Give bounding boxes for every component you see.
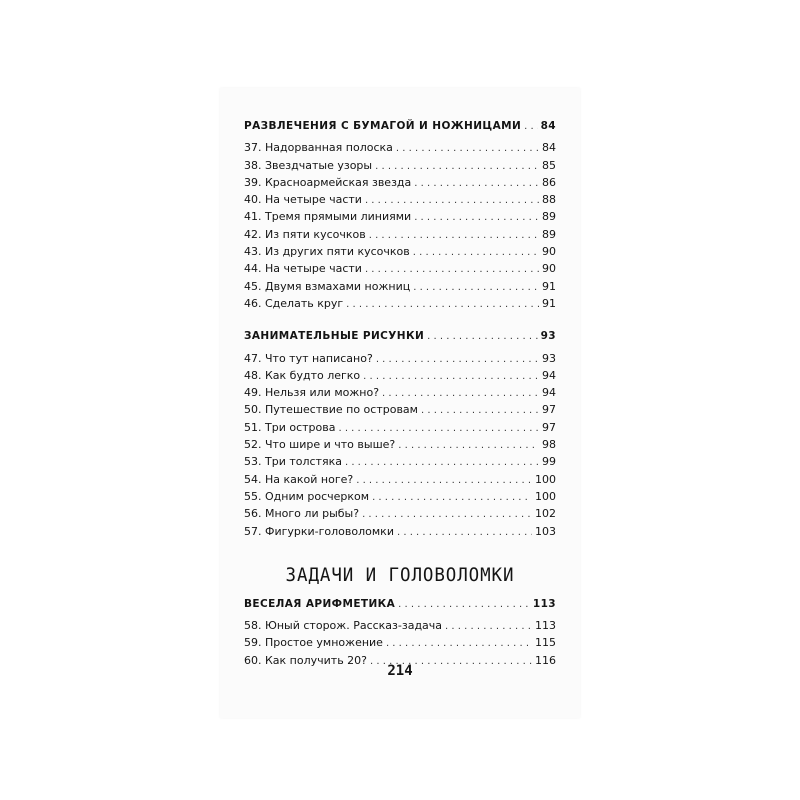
toc-entry xyxy=(244,191,556,208)
toc-section-heading xyxy=(244,118,556,135)
toc-entry-page-number: 97 xyxy=(542,403,556,417)
section-title: ВЕСЕЛАЯ АРИФМЕТИКА xyxy=(244,597,396,610)
toc-entry-title: 37. Надорванная полоска xyxy=(244,141,393,155)
leader-dots xyxy=(345,454,539,471)
part-heading: ЗАДАЧИ И ГОЛОВОЛОМКИ xyxy=(285,563,515,586)
toc-entry-page-number: 97 xyxy=(542,420,556,434)
toc-entry-page-number: 91 xyxy=(542,296,556,310)
toc-entry-title: 55. Одним росчерком xyxy=(244,489,370,503)
toc-entry-page-number: 99 xyxy=(542,455,556,469)
toc-entry-title: 39. Красноармейская звезда xyxy=(244,175,412,189)
toc-entry-title: 52. Что шире и что выше? xyxy=(244,438,396,452)
leader-dots xyxy=(414,175,539,192)
toc-entry xyxy=(244,505,556,522)
leader-dots xyxy=(397,524,532,541)
leader-dots xyxy=(362,506,532,523)
toc-entry-title: 53. Три толстяка xyxy=(244,455,342,469)
section-title: ЗАНИМАТЕЛЬНЫЕ РИСУНКИ xyxy=(244,330,425,343)
toc-entry xyxy=(244,384,556,401)
leader-dots xyxy=(386,635,532,652)
leader-dots xyxy=(375,158,539,175)
toc-entry-page-number: 91 xyxy=(542,279,556,293)
leader-dots xyxy=(413,244,539,261)
toc-entry-title: 45. Двумя взмахами ножниц xyxy=(244,279,411,293)
leader-dots xyxy=(398,437,539,454)
toc-entry-page-number: 102 xyxy=(535,507,556,521)
leader-dots xyxy=(365,192,539,209)
toc-entry-page-number: 86 xyxy=(542,175,556,189)
leader-dots xyxy=(445,618,532,635)
toc-entry-page-number: 89 xyxy=(542,227,556,241)
toc-entry-page-number: 100 xyxy=(535,489,556,503)
toc-entry-page-number: 100 xyxy=(535,472,556,486)
toc-entry xyxy=(244,488,556,505)
toc-entry-title: 48. Как будто легко xyxy=(244,368,361,382)
toc-entry-title: 40. На четыре части xyxy=(244,193,362,207)
toc-entry-title: 38. Звездчатые узоры xyxy=(244,158,373,172)
leader-dots xyxy=(398,596,530,613)
toc-entry xyxy=(244,260,556,277)
toc-entry-page-number: 116 xyxy=(535,653,556,667)
toc-entry xyxy=(244,243,556,260)
toc-entry xyxy=(244,401,556,418)
toc-entry xyxy=(244,139,556,156)
leader-dots xyxy=(363,368,539,385)
page-folio: 214 xyxy=(387,663,413,679)
toc-entry xyxy=(244,419,556,436)
leader-dots xyxy=(365,261,539,278)
toc-entry-title: 47. Что тут написано? xyxy=(244,351,373,365)
toc-entry xyxy=(244,523,556,540)
toc-entry xyxy=(244,157,556,174)
toc-entry-title: 49. Нельзя или можно? xyxy=(244,386,380,400)
toc-entry xyxy=(244,453,556,470)
toc-entry-title: 46. Сделать круг xyxy=(244,296,344,310)
toc-entry-page-number: 113 xyxy=(535,619,556,633)
toc-entry-page-number: 90 xyxy=(542,262,556,276)
toc-entry-page-number: 88 xyxy=(542,193,556,207)
leader-dots xyxy=(396,140,539,157)
toc-entry-page-number: 85 xyxy=(542,158,556,172)
leader-dots xyxy=(421,402,539,419)
section-page-number: 113 xyxy=(532,597,556,610)
toc-entry-title: 58. Юный сторож. Рассказ-задача xyxy=(244,619,443,633)
leader-dots xyxy=(413,279,539,296)
toc-section-heading xyxy=(244,328,556,345)
toc-entry-title: 44. На четыре части xyxy=(244,262,362,276)
toc-entry-page-number: 84 xyxy=(542,141,556,155)
toc-entry xyxy=(244,174,556,191)
toc-entry xyxy=(244,278,556,295)
toc-entry-title: 42. Из пяти кусочков xyxy=(244,227,366,241)
toc-entry-title: 60. Как получить 20? xyxy=(244,653,368,667)
toc-entry-page-number: 93 xyxy=(542,351,556,365)
leader-dots xyxy=(369,227,539,244)
toc-entry-title: 50. Путешествие по островам xyxy=(244,403,418,417)
toc-entry xyxy=(244,634,556,651)
toc-entry-page-number: 90 xyxy=(542,245,556,259)
toc-entry xyxy=(244,471,556,488)
leader-dots xyxy=(414,209,539,226)
section-page-number: 84 xyxy=(540,120,556,132)
table-of-contents xyxy=(244,118,556,669)
toc-entry-title: 51. Три острова xyxy=(244,420,336,434)
toc-list xyxy=(244,617,556,669)
toc-entry xyxy=(244,367,556,384)
toc-entry xyxy=(244,617,556,634)
toc-list xyxy=(244,350,556,540)
toc-entry-title: 59. Простое умножение xyxy=(244,636,383,650)
leader-dots xyxy=(382,385,539,402)
toc-entry-title: 57. Фигурки-головоломки xyxy=(244,524,394,538)
leader-dots xyxy=(356,472,532,489)
leader-dots xyxy=(524,118,537,135)
section-page-number: 93 xyxy=(540,330,556,343)
toc-entry-title: 43. Из других пяти кусочков xyxy=(244,245,410,259)
toc-list xyxy=(244,139,556,312)
toc-entry-page-number: 94 xyxy=(542,368,556,382)
toc-entry xyxy=(244,208,556,225)
toc-entry-title: 56. Много ли рыбы? xyxy=(244,507,360,521)
toc-entry xyxy=(244,436,556,453)
section-title: РАЗВЛЕЧЕНИЯ С БУМАГОЙ И НОЖНИЦАМИ xyxy=(244,120,522,132)
leader-dots xyxy=(376,351,539,368)
toc-section-heading xyxy=(244,596,556,613)
leader-dots xyxy=(427,328,537,345)
toc-entry-title: 41. Тремя прямыми линиями xyxy=(244,210,412,224)
toc-entry-title: 54. На какой ноге? xyxy=(244,472,354,486)
toc-entry xyxy=(244,226,556,243)
toc-entry-page-number: 94 xyxy=(542,386,556,400)
toc-entry xyxy=(244,295,556,312)
toc-entry-page-number: 98 xyxy=(542,438,556,452)
toc-entry-page-number: 115 xyxy=(535,636,556,650)
toc-entry-page-number: 89 xyxy=(542,210,556,224)
leader-dots xyxy=(346,296,539,313)
toc-entry xyxy=(244,350,556,367)
toc-entry-page-number: 103 xyxy=(535,524,556,538)
leader-dots xyxy=(372,489,532,506)
leader-dots xyxy=(338,420,539,437)
